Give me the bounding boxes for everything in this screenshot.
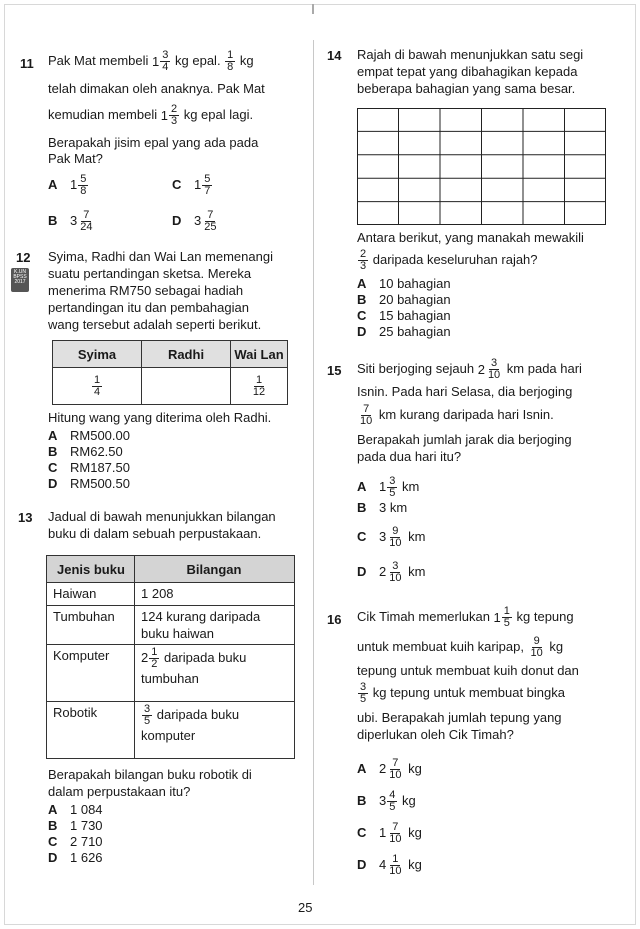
- q11-text: Pak Mat membeli: [48, 52, 153, 68]
- whole: 2: [379, 760, 387, 776]
- fraction: [169, 104, 179, 127]
- whole: 1: [493, 609, 501, 625]
- option-letter: A: [357, 760, 367, 776]
- fraction: [387, 758, 403, 781]
- q13-line-1: Jadual di bawah menunjukkan bilangan: [48, 509, 276, 524]
- numerator: 3: [491, 357, 498, 369]
- fraction: [387, 526, 403, 549]
- q13-question-1: Berapakah bilangan buku robotik di: [48, 767, 252, 782]
- denominator: 12: [252, 385, 266, 398]
- q16-option-d[interactable]: [357, 854, 422, 877]
- cell-line: buku haiwan: [141, 626, 214, 641]
- fraction: [149, 647, 159, 670]
- cell-text: daripada buku: [153, 706, 240, 722]
- q14-option-a[interactable]: [357, 276, 451, 292]
- denominator: 10: [389, 833, 402, 845]
- denominator: 10: [389, 572, 402, 584]
- q11-line-2: telah dimakan oleh anaknya. Pak Mat: [48, 81, 265, 96]
- q16-text: kg tepung: [512, 608, 574, 624]
- whole: 3: [379, 528, 387, 544]
- denominator: 5: [360, 693, 367, 705]
- q16-option-c[interactable]: [357, 822, 422, 845]
- denominator: 2: [151, 658, 158, 670]
- q14-question-1: Antara berikut, yang manakah mewakili: [357, 230, 584, 245]
- cell-text: daripada buku: [160, 649, 247, 665]
- q11-line-1: [48, 50, 254, 73]
- fraction: [387, 476, 397, 499]
- q16-option-b[interactable]: [357, 790, 416, 813]
- numerator: 5: [204, 173, 211, 185]
- q14-grid-diagram: [357, 108, 606, 225]
- fraction: [92, 375, 102, 398]
- denominator: 10: [360, 415, 373, 427]
- numerator: 7: [83, 209, 90, 221]
- option-text: 25 bahagian: [379, 324, 451, 339]
- unit: km: [398, 478, 420, 494]
- cell-line: tumbuhan: [141, 671, 199, 686]
- q12-option-d[interactable]: [48, 476, 130, 492]
- denominator: 10: [389, 769, 402, 781]
- table-cell: [53, 368, 142, 405]
- q16-text: Cik Timah memerlukan: [357, 608, 494, 624]
- option-text: RM62.50: [70, 444, 123, 459]
- fraction: [358, 682, 368, 705]
- q15-text: km pada hari: [503, 360, 582, 376]
- denominator: 3: [170, 115, 178, 127]
- q14-line-3: beberapa bahagian yang sama besar.: [357, 81, 576, 96]
- whole: 1: [194, 176, 202, 192]
- question-number-15: 15: [327, 363, 342, 378]
- denominator: 4: [162, 61, 169, 73]
- table-cell: [135, 606, 295, 645]
- option-letter: A: [48, 428, 58, 443]
- numerator: 1: [503, 605, 510, 617]
- option-letter: B: [48, 212, 58, 228]
- denominator: 7: [204, 185, 211, 197]
- option-text: 3 km: [379, 500, 408, 515]
- unit: kg: [404, 856, 422, 872]
- q12-share-table: [52, 340, 288, 405]
- q12-question: Hitung wang yang diterima oleh Radhi.: [48, 410, 272, 425]
- table-header: Jenis buku: [47, 556, 135, 583]
- table-cell: Robotik: [47, 702, 135, 759]
- q16-line-1: [357, 606, 574, 629]
- fraction: [251, 375, 267, 398]
- whole: 3: [70, 212, 78, 228]
- q13-option-c[interactable]: [48, 834, 103, 850]
- q12-option-a[interactable]: [48, 428, 130, 444]
- q12-line-1: Syima, Radhi dan Wai Lan memenangi: [48, 249, 273, 264]
- table-header: Radhi: [142, 341, 231, 368]
- q15-mixed-1: [478, 358, 503, 381]
- option-letter: C: [48, 460, 58, 475]
- denominator: 24: [80, 221, 93, 233]
- numerator: 3: [144, 703, 151, 715]
- numerator: 7: [392, 821, 399, 833]
- option-letter: B: [357, 792, 367, 808]
- denominator: 10: [530, 647, 543, 659]
- table-header: Syima: [53, 341, 142, 368]
- option-letter: B: [357, 500, 367, 515]
- q11-line-4: Berapakah jisim epal yang ada pada: [48, 135, 259, 150]
- numerator: 1: [151, 646, 158, 658]
- top-mark: [312, 4, 314, 14]
- option-letter: A: [48, 802, 58, 817]
- whole: 1: [379, 478, 387, 494]
- numerator: 2: [360, 248, 367, 260]
- fraction: [225, 50, 235, 73]
- q16-line-5: ubi. Berapakah jumlah tepung yang: [357, 710, 562, 725]
- q13-option-b[interactable]: [48, 818, 103, 834]
- unit: kg: [404, 760, 422, 776]
- cell-line: 124 kurang daripada: [141, 609, 261, 624]
- denominator: 10: [389, 537, 402, 549]
- cell-line: komputer: [141, 728, 196, 743]
- q15-option-a[interactable]: [357, 476, 419, 499]
- q14-line-2: empat tepat yang dibahagikan kepada: [357, 64, 578, 79]
- column-divider: [313, 40, 314, 885]
- cell-line: [141, 704, 288, 727]
- option-letter: D: [357, 856, 367, 872]
- q15-line-3: [357, 404, 554, 427]
- q13-option-a[interactable]: [48, 802, 103, 818]
- numerator: 3: [360, 681, 367, 693]
- q11-mixed-2: [161, 104, 180, 127]
- q16-line-4: [357, 682, 565, 705]
- table-cell-empty: [142, 368, 231, 405]
- unit: kg: [404, 824, 422, 840]
- whole: 1: [379, 824, 387, 840]
- qr-badge-icon: K.UN BPSS 2017: [11, 268, 29, 292]
- q15-option-d[interactable]: [357, 561, 425, 584]
- question-number-14: 14: [327, 48, 342, 63]
- q15-option-b[interactable]: [357, 500, 407, 516]
- numerator: 3: [162, 49, 169, 61]
- q16-line-3: tepung untuk membuat kuih donut dan: [357, 663, 579, 678]
- table-cell: Haiwan: [47, 583, 135, 606]
- option-letter: D: [357, 563, 367, 579]
- question-number-11: 11: [20, 56, 34, 71]
- numerator: 9: [392, 525, 399, 537]
- denominator: 25: [204, 221, 217, 233]
- fraction: [387, 822, 403, 845]
- fraction: [78, 210, 94, 233]
- question-number-16: 16: [327, 612, 342, 627]
- q16-option-a[interactable]: [357, 758, 422, 781]
- q14-option-c[interactable]: [357, 308, 451, 324]
- q11-line-5: Pak Mat?: [48, 151, 103, 166]
- option-letter: A: [357, 478, 367, 494]
- q13-books-table: [46, 555, 295, 759]
- q15-text: km kurang daripada hari Isnin.: [375, 406, 554, 422]
- numerator: 3: [392, 560, 399, 572]
- table-cell: 1 208: [135, 583, 295, 606]
- q15-line-4: Berapakah jumlah jarak dia berjoging: [357, 432, 572, 447]
- fraction: [358, 404, 374, 427]
- option-text: RM500.50: [70, 476, 130, 491]
- q12-line-4: pertandingan itu dan pembahagian: [48, 300, 249, 315]
- q11-option-c[interactable]: [172, 174, 213, 197]
- q11-text: kg epal.: [171, 52, 225, 68]
- table-cell: [135, 645, 295, 702]
- numerator: 1: [392, 853, 399, 865]
- q15-line-5: pada dua hari itu?: [357, 449, 462, 464]
- q14-option-d[interactable]: [357, 324, 451, 340]
- whole: 4: [379, 856, 387, 872]
- q14-question-2: [357, 249, 538, 272]
- q16-mixed-1: [494, 606, 513, 629]
- option-text: 1 084: [70, 802, 103, 817]
- option-letter: C: [357, 308, 367, 323]
- q12-line-5: wang tersebut adalah seperti berikut.: [48, 317, 262, 332]
- option-letter: B: [357, 292, 367, 307]
- table-cell: Tumbuhan: [47, 606, 135, 645]
- q13-line-2: buku di dalam sebuah perpustakaan.: [48, 526, 262, 541]
- option-text: RM500.00: [70, 428, 130, 443]
- option-text: 2 710: [70, 834, 103, 849]
- whole: 3: [379, 792, 387, 808]
- table-header: Wai Lan: [231, 341, 288, 368]
- q16-text: untuk membuat kuih karipap,: [357, 638, 528, 654]
- option-text: 1 626: [70, 850, 103, 865]
- q12-line-2: suatu pertandingan sketsa. Mereka: [48, 266, 252, 281]
- cell-line: [141, 647, 288, 670]
- q12-option-b[interactable]: [48, 444, 123, 460]
- fraction: [160, 50, 170, 73]
- q13-question-2: dalam perpustakaan itu?: [48, 784, 191, 799]
- option-text: RM187.50: [70, 460, 130, 475]
- fraction: [142, 704, 152, 727]
- whole: 1: [160, 107, 168, 123]
- table-cell: [231, 368, 288, 405]
- option-letter: D: [172, 212, 182, 228]
- numerator: 7: [363, 403, 370, 415]
- q11-text: kg: [236, 52, 254, 68]
- q14-option-b[interactable]: [357, 292, 451, 308]
- option-letter: C: [357, 824, 367, 840]
- option-text: 20 bahagian: [379, 292, 451, 307]
- fraction: [486, 358, 502, 381]
- denominator: 8: [80, 185, 87, 197]
- option-letter: B: [48, 444, 58, 459]
- denominator: 3: [360, 260, 367, 272]
- fraction: [387, 854, 403, 877]
- q11-option-d[interactable]: [172, 210, 219, 233]
- fraction: [387, 561, 403, 584]
- option-letter: C: [48, 834, 58, 849]
- numerator: 9: [533, 635, 540, 647]
- option-letter: A: [48, 176, 58, 192]
- denominator: 5: [389, 801, 396, 813]
- q12-option-c[interactable]: [48, 460, 130, 476]
- option-letter: B: [48, 818, 58, 833]
- denominator: 4: [93, 385, 101, 398]
- q16-text: kg tepung untuk membuat bingka: [369, 684, 565, 700]
- numerator: 7: [392, 757, 399, 769]
- q12-line-3: menerima RM750 sebagai hadiah: [48, 283, 244, 298]
- whole: 3: [194, 212, 202, 228]
- q14-text: daripada keseluruhan rajah?: [369, 251, 538, 267]
- denominator: 8: [227, 61, 234, 73]
- table-cell: [135, 702, 295, 759]
- q11-text: kemudian membeli: [48, 106, 161, 122]
- question-number-12: 12: [16, 250, 31, 265]
- q15-line-2: Isnin. Pada hari Selasa, dia berjoging: [357, 384, 573, 399]
- fraction: [387, 790, 397, 813]
- unit: km: [404, 563, 426, 579]
- fraction: [78, 174, 88, 197]
- q16-text: kg: [545, 638, 564, 654]
- denominator: 5: [389, 487, 396, 499]
- table-header: Bilangan: [135, 556, 295, 583]
- option-text: 10 bahagian: [379, 276, 451, 291]
- whole: 1: [70, 176, 78, 192]
- option-letter: D: [48, 850, 58, 865]
- fraction: [358, 249, 368, 272]
- option-letter: D: [48, 476, 58, 491]
- q14-line-1: Rajah di bawah menunjukkan satu segi: [357, 47, 584, 62]
- denominator: 5: [503, 617, 510, 629]
- numerator: 4: [389, 789, 396, 801]
- option-letter: A: [357, 276, 367, 291]
- numerator: 1: [255, 373, 263, 386]
- denominator: 5: [144, 715, 151, 727]
- q11-mixed-1: [152, 50, 171, 73]
- numerator: 1: [227, 49, 234, 61]
- q11-text: kg epal lagi.: [180, 106, 254, 122]
- unit: kg: [398, 792, 416, 808]
- numerator: 3: [389, 475, 396, 487]
- option-text: 1 730: [70, 818, 103, 833]
- fraction: [202, 210, 218, 233]
- option-text: 15 bahagian: [379, 308, 451, 323]
- q11-option-b[interactable]: [48, 210, 95, 233]
- q15-line-1: [357, 358, 582, 381]
- fraction: [202, 174, 212, 197]
- page-number: 25: [298, 900, 313, 915]
- q16-line-2: [357, 636, 563, 659]
- numerator: 2: [170, 103, 178, 115]
- fraction: [502, 606, 512, 629]
- denominator: 10: [389, 865, 402, 877]
- q11-option-a[interactable]: [48, 174, 89, 197]
- whole: 1: [152, 53, 160, 69]
- table-cell: Komputer: [47, 645, 135, 702]
- q13-option-d[interactable]: [48, 850, 103, 866]
- whole: 2: [141, 649, 149, 665]
- denominator: 10: [487, 369, 501, 381]
- numerator: 1: [93, 373, 101, 386]
- unit: km: [404, 528, 426, 544]
- q11-line-3: [48, 104, 253, 127]
- question-number-13: 13: [18, 510, 33, 525]
- q16-line-6: diperlukan oleh Cik Timah?: [357, 727, 514, 742]
- numerator: 5: [80, 173, 87, 185]
- fraction: [529, 636, 545, 659]
- option-letter: C: [172, 176, 182, 192]
- whole: 2: [477, 361, 485, 377]
- q15-text: Siti berjoging sejauh: [357, 360, 478, 376]
- q15-option-c[interactable]: [357, 526, 425, 549]
- option-letter: C: [357, 528, 367, 544]
- option-letter: D: [357, 324, 367, 339]
- whole: 2: [379, 563, 387, 579]
- numerator: 7: [207, 209, 214, 221]
